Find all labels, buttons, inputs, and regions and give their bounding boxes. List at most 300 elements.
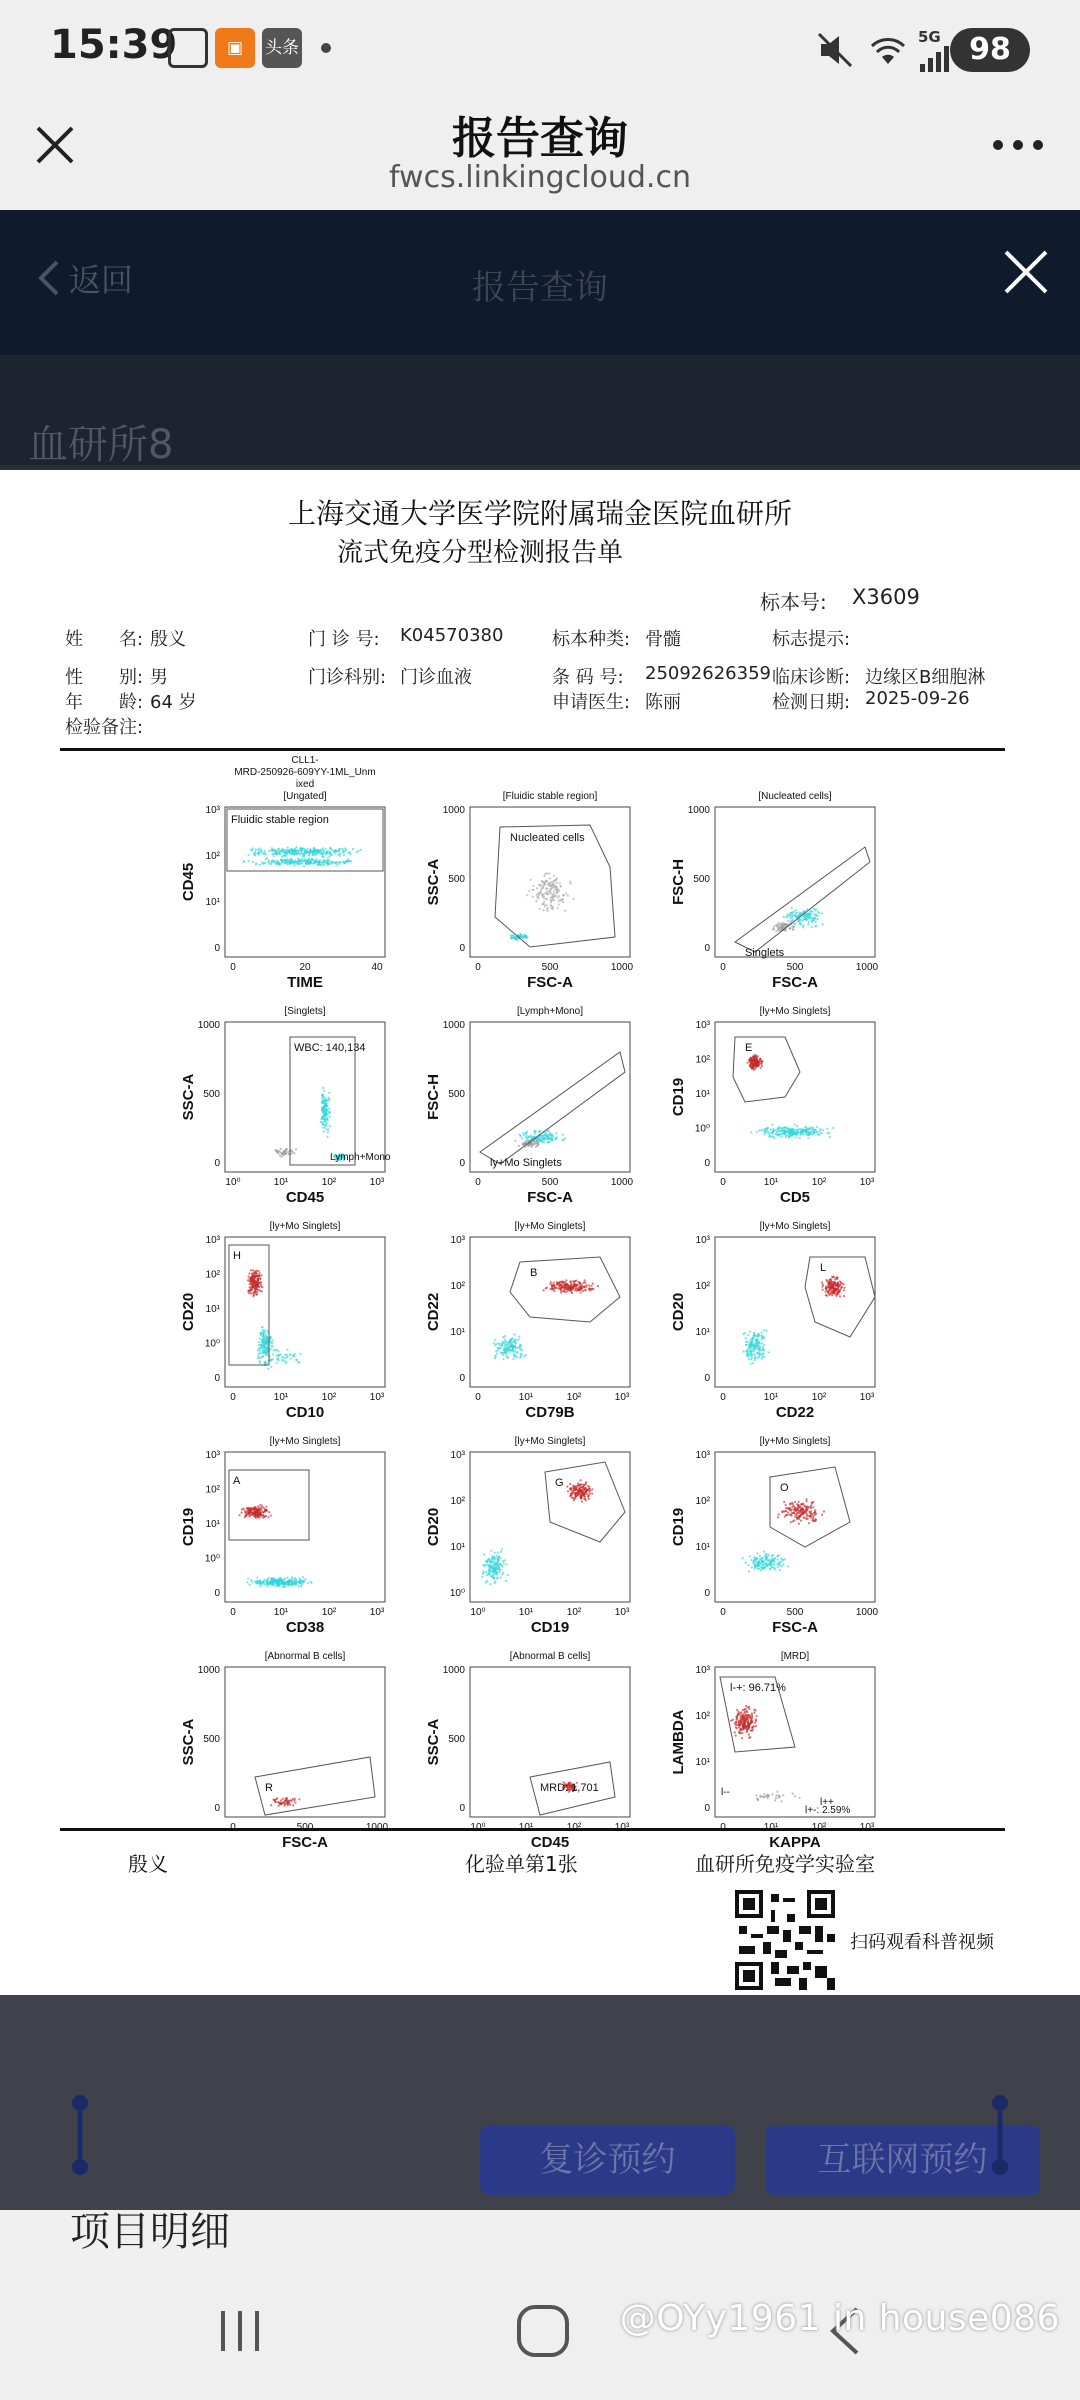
event-dot <box>809 917 811 919</box>
event-dot <box>757 1345 759 1347</box>
event-dot <box>748 1571 750 1573</box>
event-dot <box>252 861 254 863</box>
event-dot <box>504 1340 506 1342</box>
event-dot <box>830 1283 832 1285</box>
event-dot <box>745 1337 747 1339</box>
event-dot <box>250 1514 252 1516</box>
event-dot <box>324 860 326 862</box>
event-dot <box>822 1289 824 1291</box>
event-dot <box>758 1061 760 1063</box>
event-dot <box>749 1331 751 1333</box>
event-dot <box>811 921 813 923</box>
event-dot <box>825 1285 827 1287</box>
event-dot <box>300 851 302 853</box>
wifi-icon <box>866 30 910 70</box>
home-icon[interactable] <box>515 2303 571 2359</box>
event-dot <box>259 1362 261 1364</box>
event-dot <box>294 1798 296 1800</box>
event-dot <box>779 1561 781 1563</box>
event-dot <box>329 1125 331 1127</box>
page-title: 报告查询 <box>452 113 628 164</box>
event-dot <box>751 1712 753 1714</box>
x-tick-label: 10² <box>811 1177 827 1188</box>
event-dot <box>298 1585 300 1587</box>
event-dot <box>773 1137 775 1139</box>
event-dot <box>303 865 305 867</box>
event-dot <box>302 855 304 857</box>
event-dot <box>259 1350 261 1352</box>
event-dot <box>573 1281 575 1283</box>
scroll-handle-left-icon[interactable] <box>65 2095 95 2175</box>
report-image[interactable] <box>0 470 1080 1995</box>
event-dot <box>843 1295 845 1297</box>
event-dot <box>279 1580 281 1582</box>
event-dot <box>534 1142 536 1144</box>
event-dot <box>255 863 257 865</box>
event-dot <box>280 1799 282 1801</box>
event-dot <box>546 1137 548 1139</box>
event-dot <box>553 1290 555 1292</box>
event-dot <box>264 1335 266 1337</box>
event-dot <box>503 1349 505 1351</box>
event-dot <box>536 1145 538 1147</box>
event-dot <box>523 1134 525 1136</box>
event-dot <box>816 918 818 920</box>
event-dot <box>288 851 290 853</box>
y-tick-label: 10² <box>205 1269 220 1281</box>
event-dot <box>244 1516 246 1518</box>
x-tick-label: 500 <box>541 1177 559 1188</box>
event-dot <box>250 1292 252 1294</box>
event-dot <box>489 1562 491 1564</box>
event-dot <box>821 1282 823 1284</box>
event-dot <box>747 1706 749 1708</box>
event-dot <box>323 1101 325 1103</box>
event-dot <box>812 1127 814 1129</box>
event-dot <box>516 1356 518 1358</box>
event-dot <box>799 1137 801 1139</box>
x-axis-label: CD45 <box>530 1834 570 1851</box>
event-dot <box>496 1563 498 1565</box>
event-dot <box>514 1345 516 1347</box>
event-dot <box>256 1291 258 1293</box>
event-dot <box>770 1565 772 1567</box>
event-dot <box>583 1498 585 1500</box>
event-dot <box>784 1510 786 1512</box>
event-dot <box>784 1515 786 1517</box>
event-dot <box>263 853 265 855</box>
more-options-icon[interactable] <box>988 120 1048 170</box>
event-dot <box>829 1136 831 1138</box>
online-appointment-button[interactable]: 互联网预约 <box>765 2125 1040 2195</box>
plot-header: [MRD] <box>780 1651 810 1662</box>
event-dot <box>252 847 254 849</box>
x-tick-label: 10⁰ <box>225 1177 241 1188</box>
event-dot <box>327 1131 329 1133</box>
event-dot <box>745 1344 747 1346</box>
event-dot <box>588 1495 590 1497</box>
event-dot <box>286 853 288 855</box>
event-dot <box>815 921 817 923</box>
event-dot <box>495 1566 497 1568</box>
event-dot <box>773 1559 775 1561</box>
event-dot <box>279 1803 281 1805</box>
event-dot <box>283 1580 285 1582</box>
y-axis-label: CD19 <box>180 1507 197 1547</box>
event-dot <box>486 1580 488 1582</box>
y-tick-label: 0 <box>704 1803 710 1814</box>
event-dot <box>503 1562 505 1564</box>
x-tick-label: 10¹ <box>273 1607 289 1618</box>
dept: 门诊血液 <box>400 667 472 688</box>
barcode-label: 条 码 号: <box>552 667 624 688</box>
event-dot <box>795 909 797 911</box>
event-dot <box>809 1515 811 1517</box>
event-dot <box>762 1353 764 1355</box>
y-tick-label: 10³ <box>205 1450 220 1461</box>
event-dot <box>572 1490 574 1492</box>
event-dot <box>811 1514 813 1516</box>
event-dot <box>485 1571 487 1573</box>
event-dot <box>742 1717 744 1719</box>
event-dot <box>741 1732 743 1734</box>
event-dot <box>791 1508 793 1510</box>
event-dot <box>773 1563 775 1565</box>
modal-close-icon[interactable] <box>1002 248 1050 296</box>
y-axis-label: CD22 <box>425 1292 442 1332</box>
event-dot <box>243 861 245 863</box>
qr-code-icon[interactable] <box>735 1890 835 1990</box>
event-dot <box>299 853 301 855</box>
event-dot <box>810 1128 812 1130</box>
event-dot <box>766 1558 768 1560</box>
event-dot <box>763 1133 765 1135</box>
x-tick-label: 10³ <box>614 1607 630 1618</box>
event-dot <box>486 1574 488 1576</box>
event-dot <box>754 1357 756 1359</box>
event-dot <box>765 1553 767 1555</box>
event-dot <box>278 1805 280 1807</box>
event-dot <box>251 849 253 851</box>
event-dot <box>322 854 324 856</box>
x-tick-label: 10³ <box>369 1177 385 1188</box>
y-axis-label: CD19 <box>670 1077 687 1117</box>
event-dot <box>495 1572 497 1574</box>
event-dot <box>839 1281 841 1283</box>
event-dot <box>564 909 566 911</box>
plot-header: [ly+Mo Singlets] <box>269 1221 341 1232</box>
event-dot <box>302 1576 304 1578</box>
y-tick-label: 1000 <box>442 805 465 816</box>
event-dot <box>558 1285 560 1287</box>
event-dot <box>547 1141 549 1143</box>
event-dot <box>766 1795 768 1797</box>
event-dot <box>254 1276 256 1278</box>
event-dot <box>760 1795 762 1797</box>
event-dot <box>753 1064 755 1066</box>
event-dot <box>279 853 281 855</box>
y-tick-label: 10² <box>450 1281 465 1292</box>
event-dot <box>541 1134 543 1136</box>
event-dot <box>835 1289 837 1291</box>
event-dot <box>302 860 304 862</box>
event-dot <box>257 849 259 851</box>
event-dot <box>267 1516 269 1518</box>
event-dot <box>788 1136 790 1138</box>
event-dot <box>755 1725 757 1727</box>
x-tick-label: 10² <box>321 1392 337 1403</box>
event-dot <box>288 1800 290 1802</box>
event-dot <box>510 934 512 936</box>
event-dot <box>502 1336 504 1338</box>
event-dot <box>570 1487 572 1489</box>
event-dot <box>805 1506 807 1508</box>
event-dot <box>801 916 803 918</box>
event-dot <box>748 1564 750 1566</box>
event-dot <box>778 1513 780 1515</box>
event-dot <box>270 1514 272 1516</box>
event-dot <box>754 1359 756 1361</box>
event-dot <box>591 1493 593 1495</box>
event-dot <box>274 1799 276 1801</box>
event-dot <box>834 1278 836 1280</box>
y-axis-label: SSC-A <box>180 1073 197 1121</box>
event-dot <box>291 1576 293 1578</box>
x-tick-label: 10¹ <box>763 1177 779 1188</box>
event-dot <box>293 850 295 852</box>
event-dot <box>760 1067 762 1069</box>
event-dot <box>543 897 545 899</box>
event-dot <box>837 1286 839 1288</box>
event-dot <box>275 1585 277 1587</box>
y-tick-label: 10³ <box>205 1235 220 1246</box>
event-dot <box>319 859 321 861</box>
event-dot <box>560 1289 562 1291</box>
event-dot <box>748 1726 750 1728</box>
remark-label: 检验备注: <box>65 717 144 738</box>
x-tick-label: 10³ <box>859 1392 875 1403</box>
event-dot <box>339 853 341 855</box>
x-axis-label: FSC-A <box>527 974 573 991</box>
event-dot <box>792 919 794 921</box>
event-dot <box>740 1711 742 1713</box>
event-dot <box>592 1283 594 1285</box>
recent-apps-icon[interactable] <box>215 2305 265 2355</box>
event-dot <box>532 889 534 891</box>
event-dot <box>297 860 299 862</box>
event-dot <box>746 1351 748 1353</box>
event-dot <box>562 901 564 903</box>
event-dot <box>258 1581 260 1583</box>
event-dot <box>239 1514 241 1516</box>
event-dot <box>297 863 299 865</box>
event-dot <box>541 880 543 882</box>
event-dot <box>500 1352 502 1354</box>
event-dot <box>762 1568 764 1570</box>
event-dot <box>772 1131 774 1133</box>
event-dot <box>752 1561 754 1563</box>
event-dot <box>789 1503 791 1505</box>
event-dot <box>532 896 534 898</box>
event-dot <box>501 1548 503 1550</box>
event-dot <box>575 1488 577 1490</box>
event-dot <box>310 850 312 852</box>
event-dot <box>751 1341 753 1343</box>
event-dot <box>789 1507 791 1509</box>
x-tick-label: 0 <box>230 1607 236 1618</box>
plot-frame <box>225 807 385 957</box>
event-dot <box>564 1291 566 1293</box>
plot-header: [Ungated] <box>283 791 327 802</box>
event-dot <box>528 890 530 892</box>
name-label: 姓 名: <box>65 629 144 650</box>
event-dot <box>552 1282 554 1284</box>
event-dot <box>505 1347 507 1349</box>
app-title: 报告查询 <box>472 268 608 308</box>
event-dot <box>546 1135 548 1137</box>
event-dot <box>829 1288 831 1290</box>
event-dot <box>266 1579 268 1581</box>
event-dot <box>498 1563 500 1565</box>
event-dot <box>277 1801 279 1803</box>
event-dot <box>773 1567 775 1569</box>
event-dot <box>505 1563 507 1565</box>
event-dot <box>759 1350 761 1352</box>
event-dot <box>325 1105 327 1107</box>
event-dot <box>264 850 266 852</box>
event-dot <box>775 1133 777 1135</box>
y-tick-label: 500 <box>203 1734 220 1745</box>
event-dot <box>771 1557 773 1559</box>
event-dot <box>520 1135 522 1137</box>
network-type: 5G <box>918 28 941 46</box>
x-tick-label: 0 <box>720 1177 726 1188</box>
event-dot <box>762 1060 764 1062</box>
event-dot <box>577 1287 579 1289</box>
event-dot <box>783 1501 785 1503</box>
event-dot <box>494 1570 496 1572</box>
event-dot <box>498 1559 500 1561</box>
event-dot <box>283 849 285 851</box>
event-dot <box>765 1128 767 1130</box>
event-dot <box>583 1285 585 1287</box>
y-tick-label: 10⁰ <box>204 1553 220 1565</box>
event-dot <box>247 1578 249 1580</box>
event-dot <box>497 1347 499 1349</box>
event-dot <box>787 920 789 922</box>
event-dot <box>759 1347 761 1349</box>
event-dot <box>516 1351 518 1353</box>
event-dot <box>826 1279 828 1281</box>
event-dot <box>820 1132 822 1134</box>
event-dot <box>329 1116 331 1118</box>
event-dot <box>792 1132 794 1134</box>
event-dot <box>786 1126 788 1128</box>
event-dot <box>322 1118 324 1120</box>
event-dot <box>327 860 329 862</box>
event-dot <box>796 1517 798 1519</box>
event-dot <box>488 1571 490 1573</box>
event-dot <box>781 1565 783 1567</box>
event-dot <box>262 1506 264 1508</box>
event-dot <box>551 881 553 883</box>
event-dot <box>785 923 787 925</box>
event-dot <box>575 1280 577 1282</box>
event-dot <box>307 1582 309 1584</box>
event-dot <box>771 1793 773 1795</box>
x-axis-label: CD22 <box>775 1404 815 1421</box>
event-dot <box>551 1286 553 1288</box>
scroll-handle-right-icon[interactable] <box>985 2095 1015 2175</box>
event-dot <box>481 1576 483 1578</box>
event-dot <box>275 853 277 855</box>
event-dot <box>787 1511 789 1513</box>
y-tick-label: 10² <box>695 1496 710 1507</box>
event-dot <box>821 1514 823 1516</box>
event-dot <box>765 1556 767 1558</box>
event-dot <box>325 1119 327 1121</box>
event-dot <box>792 928 794 930</box>
y-tick-label: 10³ <box>205 805 220 816</box>
event-dot <box>761 1342 763 1344</box>
event-dot <box>260 1281 262 1283</box>
follow-up-appointment-button[interactable]: 复诊预约 <box>480 2125 735 2195</box>
status-time: 15:39 <box>50 22 178 68</box>
event-dot <box>805 1498 807 1500</box>
event-dot <box>793 1129 795 1131</box>
event-dot <box>758 1565 760 1567</box>
event-dot <box>258 1344 260 1346</box>
event-dot <box>772 1554 774 1556</box>
plot-frame <box>715 807 875 957</box>
event-dot <box>543 1138 545 1140</box>
y-tick-label: 10⁰ <box>449 1588 465 1599</box>
event-dot <box>518 1145 520 1147</box>
event-dot <box>308 858 310 860</box>
event-dot <box>502 1560 504 1562</box>
event-dot <box>522 1132 524 1134</box>
event-dot <box>550 901 552 903</box>
event-dot <box>752 1362 754 1364</box>
event-dot <box>588 1284 590 1286</box>
event-dot <box>319 864 321 866</box>
event-dot <box>776 1791 778 1793</box>
event-dot <box>558 1282 560 1284</box>
event-dot <box>492 1557 494 1559</box>
event-dot <box>748 1714 750 1716</box>
event-dot <box>252 1269 254 1271</box>
doctor: 陈丽 <box>645 692 681 713</box>
event-dot <box>575 1287 577 1289</box>
event-dot <box>762 1346 764 1348</box>
event-dot <box>757 1568 759 1570</box>
event-dot <box>754 1565 756 1567</box>
x-tick-label: 10³ <box>614 1392 630 1403</box>
event-dot <box>760 1062 762 1064</box>
event-dot <box>301 848 303 850</box>
event-dot <box>341 848 343 850</box>
event-dot <box>537 897 539 899</box>
event-dot <box>279 1582 281 1584</box>
event-dot <box>526 1137 528 1139</box>
event-dot <box>570 883 572 885</box>
event-dot <box>561 1281 563 1283</box>
report-title-line2: 流式免疫分型检测报告单 <box>336 538 623 568</box>
event-dot <box>827 1292 829 1294</box>
event-dot <box>796 1125 798 1127</box>
event-dot <box>562 1139 564 1141</box>
event-dot <box>344 850 346 852</box>
